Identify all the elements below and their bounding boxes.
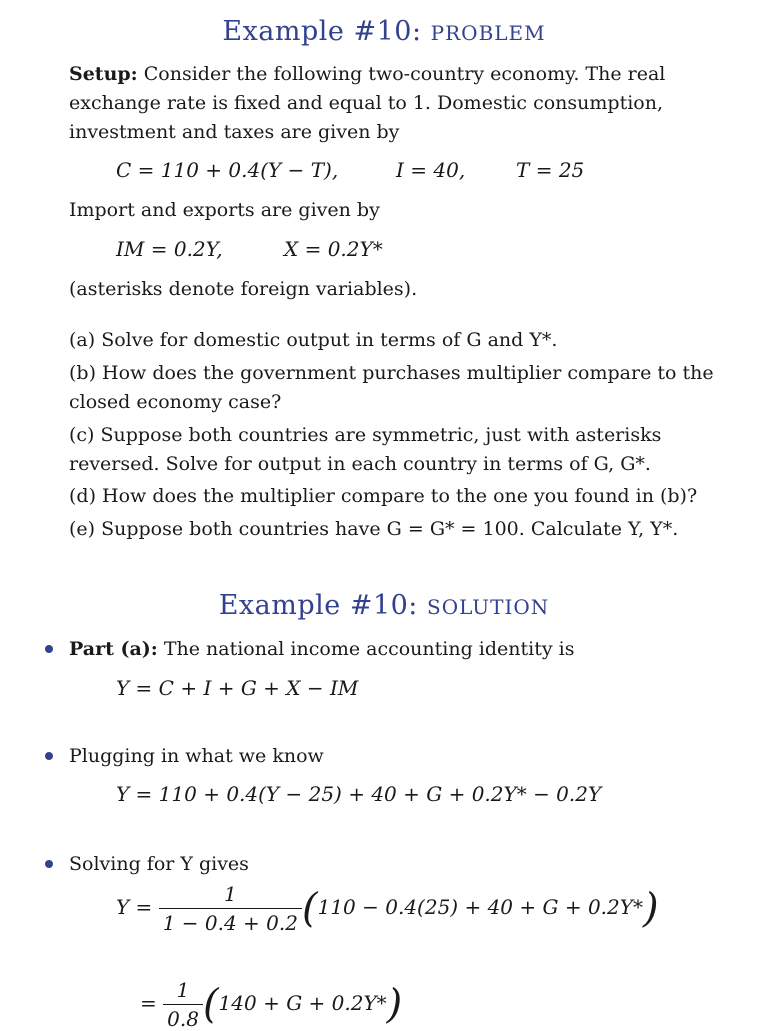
solved-body: 110 − 0.4(25) + 40 + G + 0.2Y*	[317, 895, 643, 919]
right-paren: )	[642, 885, 659, 932]
equation-identity: Y = C + I + G + X − IM	[116, 676, 359, 700]
left-paren-final: (	[202, 981, 219, 1028]
problem-title	[0, 16, 768, 47]
final-lhs: =	[140, 991, 157, 1015]
equation-taxes: T = 25	[516, 158, 585, 182]
equation-consumption: C = 110 + 0.4(Y − T),	[116, 158, 339, 182]
problem-title-main: Example #10:	[222, 16, 422, 47]
part-a-intro	[69, 635, 749, 664]
solution-title-sub: SOLUTION	[427, 595, 550, 619]
plugging-text: Plugging in what we know	[69, 745, 324, 767]
solution-title-main: Example #10:	[218, 590, 418, 621]
solved-lhs: Y =	[116, 895, 153, 919]
solving-text: Solving for Y gives	[69, 853, 249, 875]
equation-investment: I = 40,	[396, 158, 466, 182]
solved-fraction	[159, 882, 302, 935]
problem-title-sub: PROBLEM	[430, 21, 546, 45]
solution-title	[0, 590, 768, 621]
part-c-question: (c) Suppose both countries are symmetric, just with asterisks reversed. Solve for output in each country in terms of G, G*.	[69, 424, 662, 475]
final-fraction	[163, 978, 203, 1031]
final-body: 140 + G + 0.2Y*	[218, 991, 387, 1015]
equation-solved	[116, 882, 659, 935]
part-e-question: (e) Suppose both countries have G = G* = 100. Calculate Y, Y*.	[69, 518, 679, 540]
imports-intro: Import and exports are given by	[69, 199, 380, 221]
solved-denominator: 1 − 0.4 + 0.2	[162, 911, 298, 935]
setup-paragraph	[69, 60, 749, 147]
asterisk-note: (asterisks denote foreign variables).	[69, 278, 418, 300]
part-a-label: Part (a):	[69, 638, 158, 660]
bullet-plugging	[45, 752, 53, 760]
setup-label: Setup:	[69, 63, 138, 85]
solved-numerator: 1	[159, 882, 302, 909]
right-paren-final: )	[386, 981, 403, 1028]
final-numerator: 1	[163, 978, 203, 1005]
equation-plugged: Y = 110 + 0.4(Y − 25) + 40 + G + 0.2Y* − 0.2Y	[116, 782, 602, 806]
left-paren: (	[301, 885, 318, 932]
setup-text: Consider the following two-country economy. The real exchange rate is fixed and equal to 1. Domestic consumption, investment and taxes are given by	[69, 63, 666, 143]
equation-exports: X = 0.2Y*	[284, 237, 383, 261]
equation-imports: IM = 0.2Y,	[116, 237, 223, 261]
final-denominator: 0.8	[167, 1007, 199, 1031]
equation-final	[140, 978, 402, 1031]
part-d-question: (d) How does the multiplier compare to the one you found in (b)?	[69, 485, 698, 507]
bullet-solving	[45, 860, 53, 868]
part-a-question: (a) Solve for domestic output in terms of G and Y*.	[69, 329, 558, 351]
bullet-part-a	[45, 645, 53, 653]
part-a-text: The national income accounting identity is	[157, 638, 575, 660]
part-b-question: (b) How does the government purchases multiplier compare to the closed economy case?	[69, 362, 714, 413]
